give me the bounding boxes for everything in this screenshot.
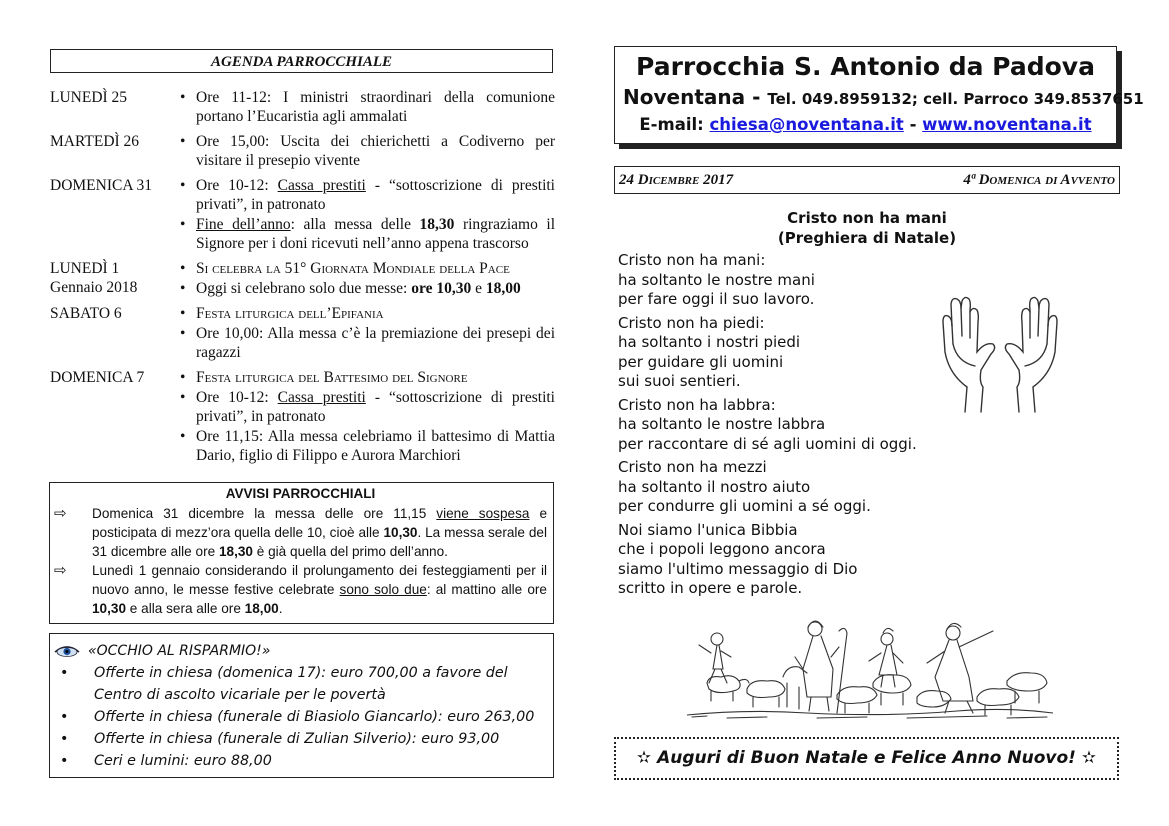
agenda-item: • Oggi si celebrano solo due messe: ore 10,30 e 18,00 — [178, 279, 555, 298]
agenda-item: • Ore 10,00: Alla messa c’è la premiazione dei presepi dei ragazzi — [178, 324, 555, 362]
right-arrow-icon: ⇨ — [54, 562, 67, 579]
avvisi-title: AVVISI PARROCCHIALI — [225, 486, 376, 501]
agenda-entry — [50, 88, 555, 127]
avviso-item: ⇨ Domenica 31 dicembre la messa delle ore 11,15 viene sospesa e posticipata di mezz’ora quella delle 10, cioè alle 10,30. La messa serale del 31 dicembre alle ore 18,30 è già quella del primo dell’anno. — [54, 505, 548, 559]
bulletin-date: 24 Dicembre 2017 — [619, 172, 734, 188]
liturgical-sunday: 4ª Domenica di Avvento — [963, 172, 1115, 188]
agenda-day: DOMENICA 31 — [50, 177, 153, 194]
agenda-item: • Festa liturgica del Battesimo del Signore — [178, 368, 555, 387]
website-link[interactable]: www.noventana.it — [922, 115, 1092, 134]
poem-stanza: Cristo non ha mezzi ha soltanto il nostro aiuto per condurre gli uomini a sé oggi. — [618, 458, 871, 515]
agenda-day: MARTEDÌ 26 — [50, 133, 140, 150]
email-link[interactable]: chiesa@noventana.it — [709, 115, 904, 134]
poem-stanza: Noi siamo l'unica Bibbia che i popoli leggono ancora siamo l'ultimo messaggio di Dio scritto in opere e parole. — [618, 520, 858, 597]
agenda-item: • Ore 11,15: Alla messa celebriamo il battesimo di Mattia Dario, figlio di Filippo e Aurora Marchiori — [178, 427, 555, 465]
agenda-title: AGENDA PARROCCHIALE — [50, 49, 553, 73]
risparmio-header — [54, 640, 549, 662]
poem-stanza: Cristo non ha piedi: ha soltanto i nostri piedi per guidare gli uomini sui suoi sentieri. — [618, 313, 801, 390]
avviso-item: ⇨ Lunedì 1 gennaio considerando il prolungamento dei festeggiamenti per il nuovo anno, le messe festive celebrate sono solo due: al mattino alle ore 10,30 e alla sera alle ore 18,00. — [54, 562, 547, 616]
agenda-day: LUNEDÌ 25 — [50, 89, 128, 106]
shepherds-illustration — [687, 617, 1053, 719]
agenda-day: LUNEDÌ 1 Gennaio 2018 — [50, 260, 138, 296]
risparmio-item: • Offerte in chiesa (funerale di Zulian Silverio): euro 93,00 — [54, 728, 549, 750]
risparmio-item: • Offerte in chiesa (funerale di Biasiolo Giancarlo): euro 263,00 — [54, 706, 549, 728]
agenda-entry — [50, 259, 555, 299]
agenda-item: • Ore 15,00: Uscita dei chierichetti a Codiverno per visitare il presepio vivente — [178, 132, 555, 170]
risparmio-title: «OCCHIO AL RISPARMIO!» — [88, 643, 271, 659]
eye-icon — [54, 644, 80, 658]
agenda-entry — [50, 304, 555, 363]
agenda-item: • Ore 10-12: Cassa prestiti - “sottoscrizione di prestiti privati”, in patronato — [178, 176, 555, 214]
agenda-day: SABATO 6 — [50, 305, 122, 322]
agenda-entry — [50, 176, 555, 254]
agenda-entry — [50, 132, 555, 171]
parish-header — [614, 46, 1144, 144]
poem-stanza: Cristo non ha labbra: ha soltanto le nostre labbra per raccontare di sé agli uomini di oggi. — [618, 395, 917, 453]
parish-title: Parrocchia S. Antonio da Padova — [636, 52, 1095, 81]
right-arrow-icon: ⇨ — [54, 505, 67, 522]
date-bar — [614, 166, 1120, 194]
agenda-item: • Ore 11-12: I ministri straordinari della comunione portano l’Eucaristia agli ammalati — [178, 88, 555, 126]
parish-web: E-mail: chiesa@noventana.it - www.noventana.it — [639, 115, 1092, 134]
parish-contacts: Noventana - Tel. 049.8959132; cell. Parroco 349.8537651 — [623, 85, 1144, 109]
agenda-item: • Ore 10-12: Cassa prestiti - “sottoscrizione di prestiti privati”, in patronato — [178, 388, 555, 426]
risparmio-item: • Ceri e lumini: euro 88,00 — [54, 750, 549, 772]
agenda-list — [50, 88, 555, 471]
open-hands-illustration — [935, 292, 1065, 416]
risparmio-box — [49, 633, 554, 778]
avvisi-box — [49, 482, 554, 624]
risparmio-item: • Offerte in chiesa (domenica 17): euro 700,00 a favore del Centro di ascolto vicariale per le povertà — [54, 662, 549, 706]
poem-title: Cristo non ha mani (Preghiera di Natale) — [777, 209, 957, 247]
agenda-entry — [50, 368, 555, 466]
poem-stanza: Cristo non ha mani: ha soltanto le nostre mani per fare oggi il suo lavoro. — [618, 251, 815, 308]
greetings-banner: ✫ Auguri di Buon Natale e Felice Anno Nuovo! ✫ — [614, 737, 1119, 780]
agenda-item: • Fine dell’anno: alla messa delle 18,30 ringraziamo il Signore per i doni ricevuti nell’anno appena trascorso — [178, 215, 555, 253]
agenda-day: DOMENICA 7 — [50, 369, 145, 386]
agenda-item: • Festa liturgica dell’Epifania — [178, 304, 555, 323]
agenda-item: • Si celebra la 51° Giornata Mondiale della Pace — [178, 259, 555, 278]
